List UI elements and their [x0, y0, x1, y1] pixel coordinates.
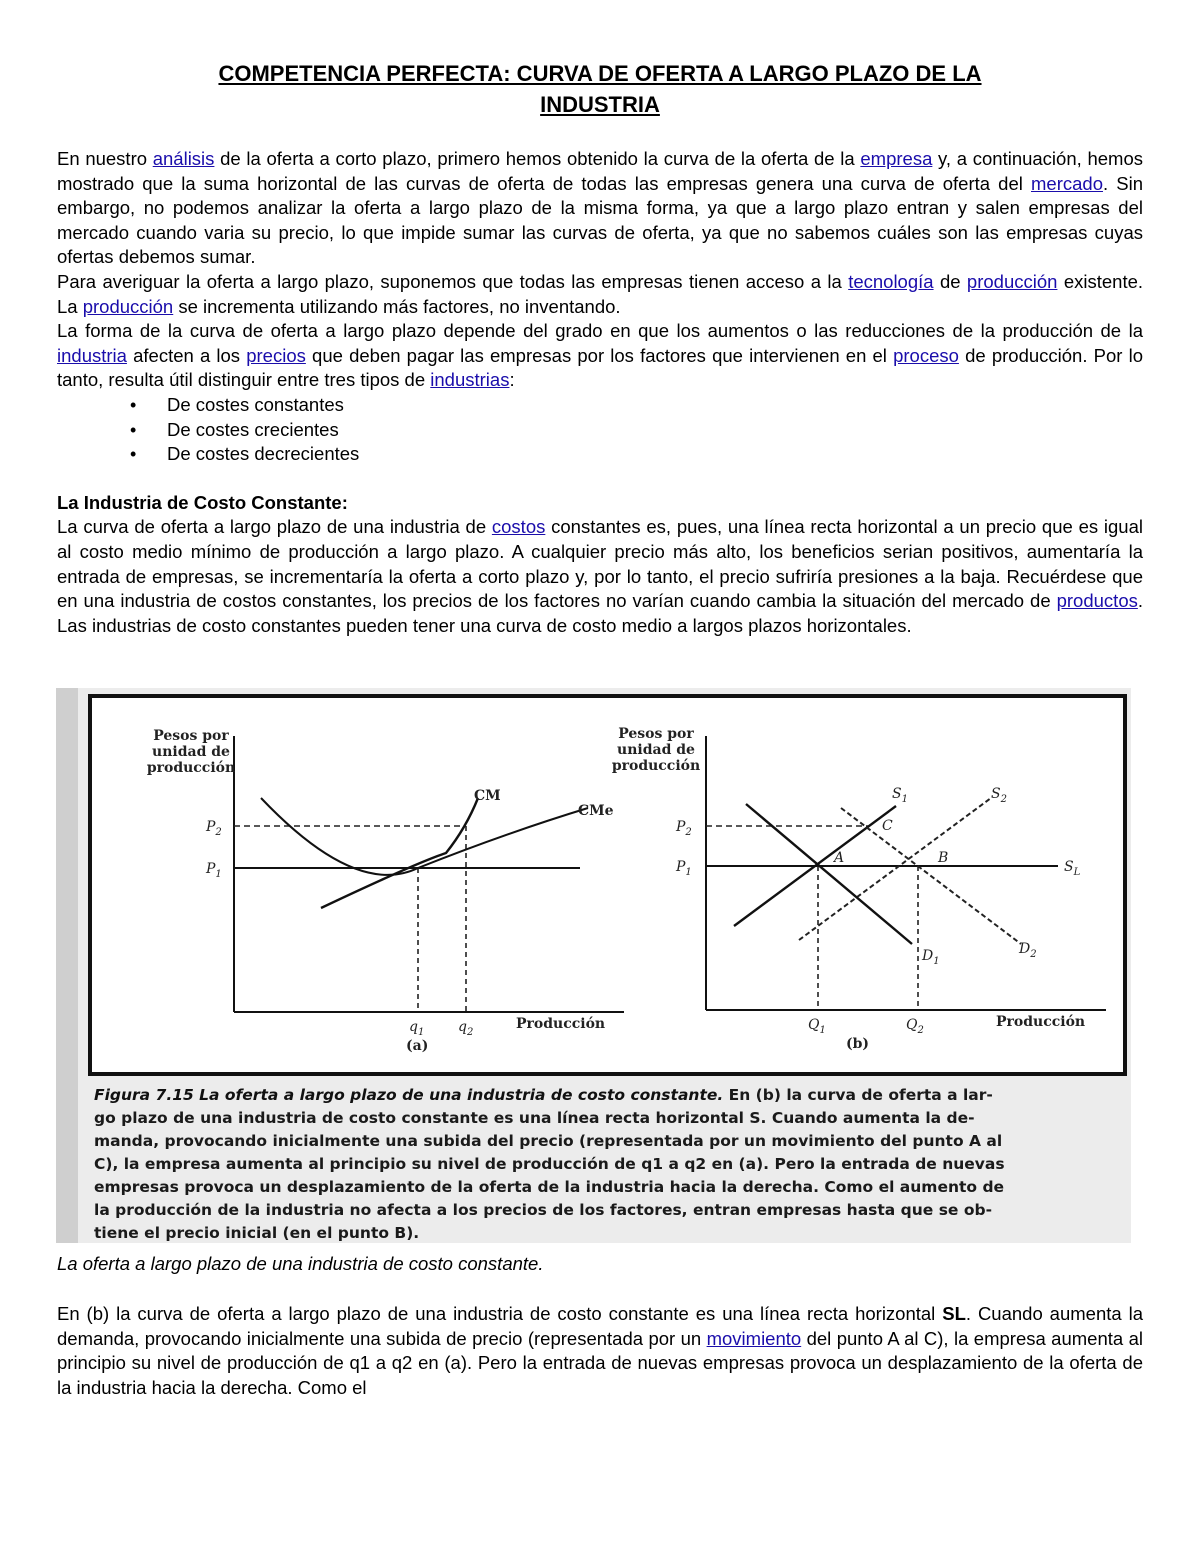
sl-label-sub: L — [1073, 867, 1081, 878]
text-run: que deben pagar las empresas por los factores que intervienen en el — [305, 344, 894, 366]
text-run: de la oferta a corto plazo, primero hemos obtenido la curva de la oferta de la — [214, 148, 861, 169]
panel-a-label: (a) — [406, 1038, 429, 1054]
caption-line-6: la producción de la industria no afecta a los precios de los factores, entran empresas hasta que se ob- — [94, 1201, 993, 1219]
inline-link[interactable]: productos — [1056, 590, 1138, 612]
d2-label-main: D — [1019, 941, 1031, 957]
y-title-a-2: unidad de — [152, 744, 230, 760]
caption-line-5: empresas provoca un desplazamiento de la oferta de la industria hacia la derecha. Como el aumento de — [94, 1178, 1005, 1196]
text-run: En nuestro — [57, 148, 153, 169]
text-run: : — [509, 369, 515, 391]
closing-paragraph — [57, 1302, 1143, 1400]
point-b-label: B — [938, 850, 949, 866]
inline-link[interactable]: movimiento — [706, 1327, 802, 1349]
p1-label-b-main: P — [676, 859, 686, 875]
caption-line-2: go plazo de una industria de costo constante es una línea recta horizontal S. Cuando aumenta la de- — [94, 1109, 975, 1127]
point-a-label: A — [834, 850, 845, 866]
s2-label-main: S — [991, 786, 1001, 802]
x-title-a: Producción — [516, 1016, 606, 1032]
p1-label-b-sub: 1 — [685, 867, 692, 878]
inline-link[interactable]: industrias — [430, 369, 510, 391]
page-title-line-2: INDUSTRIA — [540, 92, 660, 117]
q1-label-a-main: q — [409, 1019, 418, 1035]
inline-link[interactable]: costos — [491, 516, 546, 538]
document-body — [57, 58, 1143, 638]
list-item: • De costes crecientes — [127, 418, 1143, 443]
bold-text: SL — [942, 1303, 966, 1324]
text-run: de — [933, 270, 967, 292]
caption-line-1-bold: Figura 7.15 La oferta a largo plazo de una industria de costo constante. — [94, 1086, 724, 1104]
inline-link[interactable]: precios — [246, 344, 306, 366]
text-run: La curva de oferta a largo plazo de una industria de — [57, 516, 492, 538]
y-title-b-1: Pesos por — [618, 726, 694, 742]
caption-line-1 — [94, 1086, 993, 1104]
inline-link[interactable]: análisis — [152, 148, 215, 169]
figure-frame — [90, 696, 1125, 1074]
sl-label-main: S — [1064, 859, 1074, 875]
d1-label-main: D — [922, 948, 934, 964]
inline-link[interactable]: producción — [82, 295, 174, 317]
section-paragraph — [57, 515, 1143, 638]
text-run: . Las industrias de costo constantes pueden tener una curva de costo medio a largos plazos horizontales. — [57, 590, 1143, 636]
text-run: constantes es, pues, una línea recta horizontal a un precio que es igual al costo medio mínimo de producción a largo plazo. A cualquier precio más alto, los beneficios serian positivos, aumentaría la entrada de empresas, se incrementaría la oferta a corto plazo y, por lo tanto, el precio sufriría presiones a la baja. Recuérdese que en una industria de costos constantes, los precios de los factores no varían cuando cambia la situación del mercado de — [57, 516, 1143, 612]
p2-label-b-main: P — [676, 819, 686, 835]
p1-label-a-main: P — [206, 861, 216, 877]
text-run: de producción. Por lo tanto, resulta útil distinguir entre tres tipos de — [57, 344, 1143, 391]
text-run: se incrementa utilizando más factores, no inventando. — [173, 295, 621, 317]
text-run: Para averiguar la oferta a largo plazo, suponemos que todas las empresas tienen acceso a la — [57, 270, 849, 292]
p2-label-b-sub: 2 — [685, 827, 692, 838]
q1-label-b-sub: 1 — [819, 1025, 826, 1036]
text-run: existente. La — [57, 270, 1144, 317]
q2-label-a-sub: 2 — [466, 1027, 474, 1038]
text-run: y, a continuación, hemos mostrado que la suma horizontal de las curvas de oferta de todas las empresas genera una curva de oferta del — [57, 148, 1143, 194]
q2-label-b-sub: 2 — [917, 1025, 924, 1036]
p2-label-a-main: P — [206, 819, 216, 835]
y-title-a-3: producción — [146, 760, 236, 776]
industry-types-list — [57, 393, 1143, 467]
q1-label-b-main: Q — [808, 1017, 820, 1033]
section-heading: La Industria de Costo Constante: — [57, 491, 348, 513]
s1-label-sub: 1 — [901, 794, 908, 805]
d1-label-sub: 1 — [933, 956, 940, 967]
page-title-line-1: COMPETENCIA PERFECTA: CURVA DE OFERTA A LARGO PLAZO DE LA — [218, 61, 982, 86]
text-run: . Cuando aumenta la demanda, provocando inicialmente una subida de precio (representada por un — [57, 1303, 1143, 1349]
cm-label: CM — [474, 788, 501, 804]
figure-caption-italic: La oferta a largo plazo de una industria de costo constante. — [57, 1253, 544, 1274]
cme-label: CMe — [578, 803, 614, 819]
q2-label-a-main: q — [458, 1019, 467, 1035]
text-run: afecten a los — [126, 344, 247, 366]
q1-label-a-sub: 1 — [417, 1027, 425, 1038]
list-item: • De costes decrecientes — [127, 442, 1143, 467]
s2-label-sub: 2 — [1000, 794, 1007, 805]
q2-label-b-main: Q — [906, 1017, 918, 1033]
y-title-a-1: Pesos por — [153, 728, 229, 744]
y-title-b-2: unidad de — [617, 742, 695, 758]
scan-edge — [56, 688, 78, 1243]
point-c-label: C — [882, 818, 893, 834]
d2-label-sub: 2 — [1030, 949, 1037, 960]
page-title — [57, 58, 1143, 120]
inline-link[interactable]: industria — [57, 344, 127, 366]
figure-graphic — [56, 688, 1131, 1243]
figure-scan — [56, 688, 1131, 1243]
closing-section — [57, 1302, 1143, 1400]
y-title-b-3: producción — [611, 758, 701, 774]
text-run: . Sin embargo, no podemos analizar la oferta a largo plazo de la misma forma, ya que a largo plazo entran y salen empresas del mercado cuando varia su precio, lo que impide sumar las curvas de oferta, ya que no sabemos cuáles son las empresas cuyas ofertas debemos sumar. — [57, 172, 1143, 268]
p1-label-a-sub: 1 — [215, 869, 222, 880]
text-run: La forma de la curva de oferta a largo plazo depende del grado en que los aumentos o las reducciones de la producción de la — [57, 320, 1143, 342]
inline-link[interactable]: producción — [966, 270, 1058, 292]
caption-line-1-text: En (b) la curva de oferta a lar- — [723, 1086, 993, 1104]
intro-paragraph-3 — [57, 319, 1143, 393]
inline-link[interactable]: proceso — [893, 344, 959, 366]
panel-b-label: (b) — [846, 1036, 870, 1052]
caption-line-7: tiene el precio inicial (en el punto B). — [94, 1224, 420, 1242]
inline-link[interactable]: empresa — [860, 148, 933, 169]
text-run: En (b) la curva de oferta a largo plazo de una industria de costo constante es una línea recta horizontal — [57, 1303, 943, 1324]
text-run: del punto A al C), la empresa aumenta al principio su nivel de producción de q1 a q2 en (a). Pero la entrada de nuevas empresas provoca un desplazamiento de la oferta de la industria hacia la derecha. Como el — [57, 1327, 1143, 1398]
x-title-b: Producción — [996, 1014, 1086, 1030]
inline-link[interactable]: mercado — [1031, 172, 1103, 194]
list-item: • De costes constantes — [127, 393, 1143, 418]
inline-link[interactable]: tecnología — [848, 270, 934, 292]
intro-paragraph-2 — [57, 270, 1143, 319]
caption-line-4: C), la empresa aumenta al principio su nivel de producción de q1 a q2 en (a). Pero la entrada de nuevas — [94, 1155, 1005, 1173]
figure-caption — [94, 1086, 1005, 1242]
intro-paragraph-1 — [57, 147, 1143, 270]
caption-line-3: manda, provocando inicialmente una subida del precio (representada por un movimiento del punto A al — [94, 1132, 1003, 1150]
s1-label-main: S — [892, 786, 902, 802]
p2-label-a-sub: 2 — [215, 827, 222, 838]
